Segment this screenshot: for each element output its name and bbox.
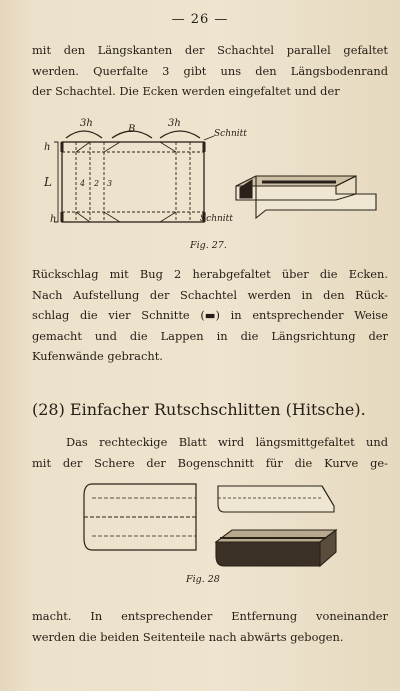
label-3h-right: 3h bbox=[168, 118, 181, 129]
text-line: gemacht und die Lappen in die Längsrichtung der bbox=[32, 328, 388, 343]
label-schnitt-bottom: Schnitt bbox=[200, 214, 233, 224]
text-line: werden. Querfalte 3 gibt uns den Längsbodenrand bbox=[32, 63, 388, 78]
figure-27 bbox=[0, 110, 400, 250]
text-line: macht. In entsprechender Entfernung voneinander bbox=[32, 609, 388, 623]
text-line: der Schachtel. Die Ecken werden eingefaltet und der bbox=[32, 84, 340, 98]
paragraph-3 bbox=[32, 432, 388, 473]
label-L: L bbox=[44, 175, 52, 189]
label-3h-left: 3h bbox=[80, 118, 93, 129]
label-schnitt-top: Schnitt bbox=[214, 129, 247, 139]
label-fold-4: 4 bbox=[80, 179, 86, 188]
paragraph-1 bbox=[32, 40, 388, 102]
page-number: — 26 — bbox=[171, 12, 229, 27]
paragraph-4 bbox=[32, 606, 388, 647]
label-fold-3: 3 bbox=[107, 179, 113, 188]
paragraph-2 bbox=[32, 264, 388, 367]
figure-27-caption: Fig. 27. bbox=[190, 240, 227, 251]
label-h-top: h bbox=[44, 142, 51, 153]
section-heading: (28) Einfacher Rutschschlitten (Hitsche). bbox=[32, 400, 366, 419]
figure-28 bbox=[0, 478, 400, 598]
text-line: werden die beiden Seitenteile nach abwärts gebogen. bbox=[32, 629, 344, 644]
label-h-bottom: h bbox=[50, 214, 57, 225]
text-line: Kufenwände gebracht. bbox=[32, 349, 163, 363]
text-line: mit den Längskanten der Schachtel parallel gefaltet bbox=[32, 43, 388, 57]
text-line: mit der Schere der Bogenschnitt für die Kurve ge- bbox=[32, 455, 388, 470]
folded-sheet-drawing bbox=[218, 486, 334, 512]
figure-28-caption: Fig. 28 bbox=[186, 574, 220, 585]
label-B: B bbox=[128, 124, 136, 135]
label-fold-2: 2 bbox=[94, 179, 100, 188]
sled-drawing bbox=[216, 530, 336, 566]
folded-box-drawing bbox=[236, 176, 376, 218]
text-line: Das rechteckige Blatt wird längsmittgefaltet und bbox=[66, 435, 388, 449]
text-line: schlag die vier Schnitte (▬) in entsprechender Weise bbox=[32, 308, 388, 322]
text-line: Rückschlag mit Bug 2 herabgefaltet über die Ecken. bbox=[32, 267, 388, 281]
text-line: Nach Aufstellung der Schachtel werden in den Rück- bbox=[32, 287, 388, 302]
